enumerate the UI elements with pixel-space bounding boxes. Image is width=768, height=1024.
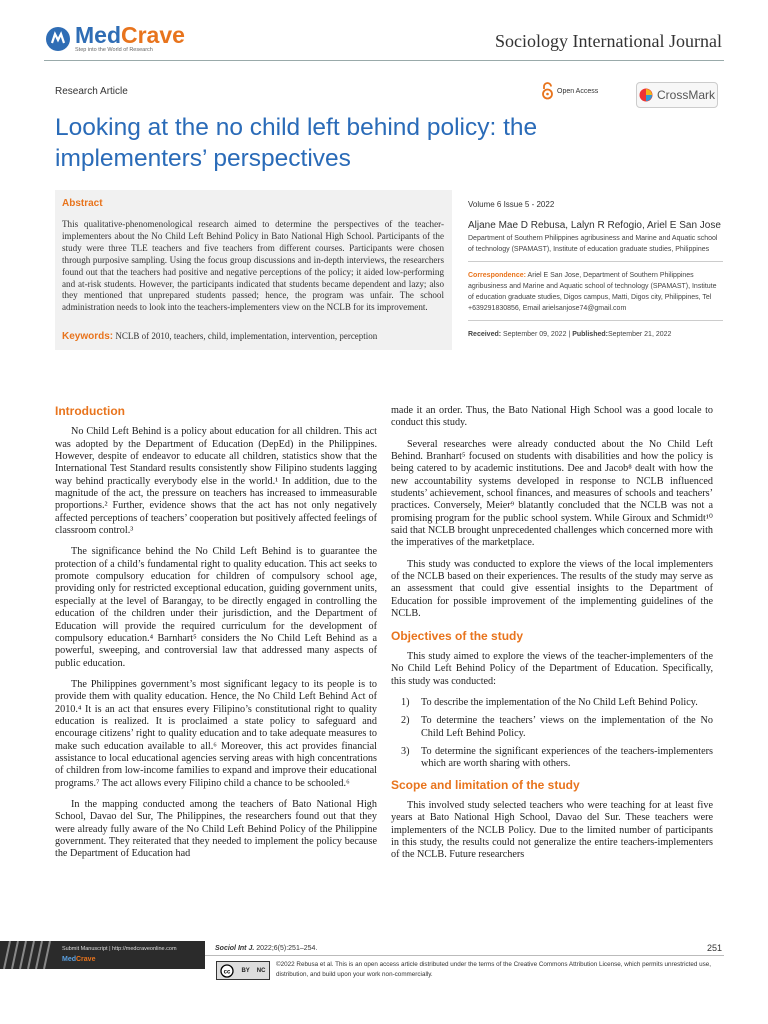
paragraph: made it an order. Thus, the Bato National High School was a good locale to conduct this study.	[391, 405, 713, 429]
footer-stripe-graphic	[0, 941, 60, 969]
objectives-list	[391, 697, 713, 771]
body-right-column	[391, 405, 713, 871]
abstract-heading: Abstract	[62, 198, 103, 209]
cc-icon	[220, 964, 234, 978]
published-date: September 21, 2022	[607, 331, 672, 338]
open-access-icon	[541, 82, 554, 100]
authors: Aljane Mae D Rebusa, Lalyn R Refogio, Ariel E San Jose	[468, 220, 721, 231]
list-item	[391, 746, 713, 771]
correspondence-label: Correspondence:	[468, 272, 526, 279]
creative-commons-badge[interactable]	[216, 961, 270, 980]
medcrave-logo-icon	[44, 25, 72, 53]
article-title: Looking at the no child left behind policy: the implementers’ perspectives	[55, 114, 538, 172]
open-access-badge[interactable]	[541, 82, 598, 100]
list-text: To determine the teachers’ views on the implementation of the No Child Left Behind Policy.	[421, 715, 713, 739]
crossmark-icon	[639, 88, 653, 102]
svg-text:cc: cc	[224, 969, 231, 975]
brand-name-a: Med	[75, 22, 121, 48]
affiliation: Department of Southern Philippines agribusiness and Marine and Aquatic school of technology (SPAMAST), Institute of education graduate studies, Philippines	[468, 235, 718, 253]
list-number: 1)	[401, 696, 410, 708]
article-type: Research Article	[55, 86, 128, 97]
list-text: To determine the significant experiences of the teachers-implementers which are worth sharing with others.	[421, 745, 713, 770]
received-date: September 09, 2022	[503, 331, 567, 338]
paragraph: The significance behind the No Child Left Behind is to guarantee the protection of a child’s fundamental right to quality education. This act seeks to promote compulsory education for children of compulsory school age, providing only for restricted exceptional education, guiding government units, especially at the level of Barangay, to be directly engaged in controlling the education of the children under their jurisdiction, and the Department of Education will provide the required curriculum for the development of compulsory education.⁴ Barnhart⁵ considers the No Child Left Behind as a powerful, sweeping, and controversial law that addressed many aspects of public education.	[55, 546, 377, 669]
list-item	[391, 697, 713, 709]
article-meta	[468, 200, 723, 340]
meta-divider	[468, 320, 723, 321]
footer-divider	[205, 955, 724, 956]
paragraph: The Philippines government’s most significant legacy to its people is to provide them with quality education. Hence, the No Child Left Behind Act of 2010.⁴ It is an act that ensures every Filipino’s constitutional right to quality education is realized. It is proclaimed a state policy to safeguard and encourage citizens’ right to quality education and to take adequate measures to make such education available to all.⁶ Moreover, this act provides financial assistance to local educational agencies serving areas with high concentrations of children from low-income families to expand and improve their educational programs.⁷ The act allows every Filipino child a chance to be schooled.⁶	[55, 678, 377, 789]
list-number: 3)	[401, 745, 410, 757]
open-access-label: Open Access	[557, 87, 599, 95]
objectives-heading: Objectives of the study	[391, 628, 524, 643]
keywords-label: Keywords:	[62, 331, 114, 342]
page-number: 251	[706, 943, 722, 953]
publisher-logo[interactable]	[44, 24, 185, 53]
crossmark-button[interactable]	[636, 82, 718, 108]
crossmark-label: CrossMark	[656, 88, 715, 102]
paragraph: This study aimed to explore the views of the teacher-implementers of the No Child Left Behind Policy of the Department of Education. Specifically, this study was conducted:	[391, 650, 713, 687]
cc-nc-label: NC	[256, 967, 266, 974]
brand-name-b: Crave	[121, 22, 185, 48]
citation-journal: Sociol Int J.	[215, 945, 255, 952]
meta-divider	[468, 261, 723, 262]
correspondence-text: Ariel E San Jose, Department of Southern Philippines agribusiness and Marine and Aquatic school of technology (SPAMAST), Institute of education graduate studies, Digos campus, Matti, Digos city, Philippines, Tel +639291830856, Email arielsanjose74@gmail.com	[468, 272, 717, 312]
license-text: ©2022 Rebusa et al. This is an open access article distributed under the terms of the Creative Commons Attribution License, which permits unrestricted use, distribution, and build upon your work non-commercially.	[276, 961, 712, 978]
dates: Received: September 09, 2022 | Published:September 21, 2022	[468, 331, 672, 338]
introduction-heading: Introduction	[55, 404, 125, 418]
list-text: To describe the implementation of the No Child Left Behind Policy.	[421, 696, 698, 708]
journal-name[interactable]: Sociology International Journal	[495, 31, 722, 51]
header-divider	[44, 60, 724, 61]
footer-logo-a: Med	[62, 956, 76, 963]
footer-logo	[62, 956, 95, 963]
paragraph: In the mapping conducted among the teachers of Bato National High School, Davao del Sur, The Philippines, the researchers found out that they were already fully aware of the No Child Left Behind Policy of the Philippine government. They reiterated that they needed to implement the policy because the Department of Education had	[55, 798, 377, 860]
citation	[215, 945, 317, 952]
keywords	[62, 331, 450, 342]
abstract-text: This qualitative-phenomenological research aimed to determine the perspectives of the teacher-implementers about the No Child Left Behind Policy in Bato National High School. Participants of the study were three TLE teachers and five teachers from different courses. Participants were chosen through purposive sampling. Using the focus group discussions and in-depth interviews, the researchers found out that the teachers had positive and negative perceptions of the policy; it aided low-performing and at-risk students. However, the participants indicated that students became dependent and lazy; also they mentioned that unprepared students passed; hence, the program was unfair. The school administration needs to look into the teachers-implementers view on the NCLB for its improvement.	[62, 219, 444, 313]
paragraph: Several researches were already conducted about the No Child Left Behind. Branhart⁵ focused on students with disabilities and how the policy is being catered to by academic institutions. Dee and Jacob⁸ dealt with how the new accountability systems developed in response to NCLB influenced students’ achievement, school finances, and measures of schools and teachers’ practices. Conversely, Meier⁹ blatantly concluded that the NCLB was not a promising program for the public school system. While Giroux and Schmidt¹⁰ said that NCLB brought unprecedented challenges which concerned more with the imperatives of the marketplace.	[391, 438, 713, 549]
list-item	[391, 715, 713, 740]
cc-by-label: BY	[241, 967, 250, 974]
paragraph: This involved study selected teachers who were teaching for at least five years at Bato National High School, Davao del Sur. These teachers were implementers of the NCLB Policy. Due to the limited number of participants in this study, the results could not generalize the entire teachers-implementers of the NCLB. Future researchers	[391, 799, 713, 861]
list-number: 2)	[401, 715, 410, 727]
submit-manuscript-link[interactable]: Submit Manuscript | http://medcraveonline.com	[62, 946, 177, 952]
published-label: Published:	[572, 331, 608, 338]
volume-info: Volume 6 Issue 5 - 2022	[468, 200, 555, 209]
paragraph: This study was conducted to explore the views of the local implementers of the NCLB based on their experiences. The results of the study may serve as an assessment that could give essential insights to the Department of Education for possible improvement of the implementing guidelines of the NCLB.	[391, 558, 713, 620]
scope-heading: Scope and limitation of the study	[391, 777, 580, 792]
correspondence	[468, 270, 723, 314]
keywords-list: NCLB of 2010, teachers, child, implementation, intervention, perception	[115, 331, 378, 341]
citation-details: 2022;6(5):251‒254.	[256, 945, 318, 952]
body-left-column	[55, 405, 377, 870]
paragraph: No Child Left Behind is a policy about education for all children. This act was adopted by the Department of Education (DepEd) in the Philippines. However, despite of endeavor to educate all children, statistics show that the International Test Standard results consistently show Filipino students lagging way behind practically everybody else in the world.¹ In addition, due to the magnitude of the act, the pressure on teachers has increased to immeasurable proportions.² Further, evidence shows that the act has not only negatively affected perceptions of teachers’ cooperation but positively affected feelings of classroom control.³	[55, 426, 377, 537]
received-label: Received:	[468, 331, 502, 338]
footer-logo-b: Crave	[76, 956, 96, 963]
brand-tagline: Step into the World of Research	[75, 47, 153, 53]
